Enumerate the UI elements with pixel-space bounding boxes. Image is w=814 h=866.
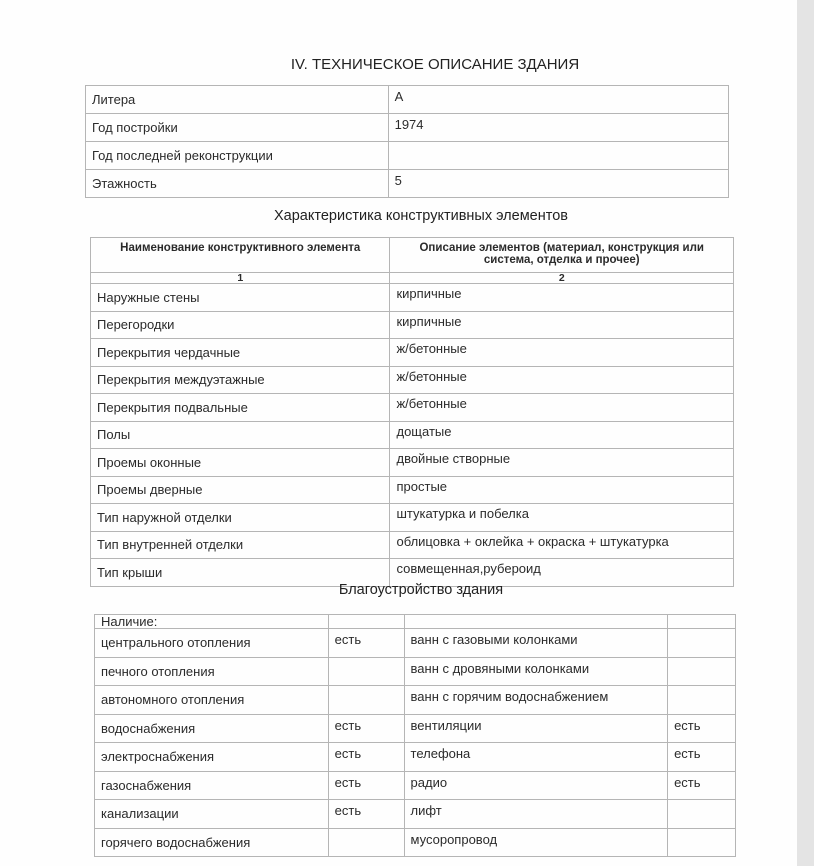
- row-label: Год постройки: [86, 114, 389, 142]
- table-row: [95, 800, 736, 829]
- table-row: [91, 311, 734, 339]
- general-info-table: [85, 85, 729, 198]
- table-row: [95, 743, 736, 772]
- element-description: дощатые: [390, 421, 734, 449]
- table-row: [95, 629, 736, 658]
- table-header-row: [95, 615, 736, 629]
- column-header: Наименование конструктивного элемента: [91, 238, 390, 273]
- amenity-value: [668, 657, 736, 686]
- amenity-value: есть: [328, 771, 404, 800]
- amenity-name: телефона: [404, 743, 668, 772]
- section-title-elements: Характеристика конструктивных элементов: [274, 208, 568, 224]
- table-row: [91, 449, 734, 477]
- amenity-name: лифт: [404, 800, 668, 829]
- table-row: [91, 366, 734, 394]
- table-row: [91, 476, 734, 504]
- amenity-value: есть: [668, 743, 736, 772]
- element-description: облицовка + оклейка + окраска + штукатурка: [390, 531, 734, 559]
- table-row: [95, 657, 736, 686]
- element-description: штукатурка и побелка: [390, 504, 734, 532]
- amenity-value: есть: [328, 743, 404, 772]
- amenity-value: есть: [328, 629, 404, 658]
- table-row: [95, 714, 736, 743]
- amenity-name: ванн с горячим водоснабжением: [404, 686, 668, 715]
- amenity-name: канализации: [95, 800, 329, 829]
- row-label: Литера: [86, 86, 389, 114]
- amenity-value: [668, 629, 736, 658]
- availability-label: Наличие:: [95, 615, 329, 629]
- amenity-name: автономного отопления: [95, 686, 329, 715]
- amenity-value: [668, 800, 736, 829]
- table-header-row: [91, 238, 734, 273]
- empty-cell: [328, 615, 404, 629]
- amenity-name: газоснабжения: [95, 771, 329, 800]
- row-label: Этажность: [86, 170, 389, 198]
- amenity-name: вентиляции: [404, 714, 668, 743]
- element-name: Перегородки: [91, 311, 390, 339]
- amenity-name: электроснабжения: [95, 743, 329, 772]
- amenity-name: печного отопления: [95, 657, 329, 686]
- table-row: [91, 531, 734, 559]
- table-row: [86, 170, 729, 198]
- page-title: IV. ТЕХНИЧЕСКОЕ ОПИСАНИЕ ЗДАНИЯ: [290, 56, 580, 73]
- table-row: [95, 828, 736, 857]
- element-description: кирпичные: [390, 311, 734, 339]
- amenity-value: есть: [328, 800, 404, 829]
- amenity-name: центрального отопления: [95, 629, 329, 658]
- amenity-value: есть: [668, 714, 736, 743]
- table-row: [91, 394, 734, 422]
- table-row: [91, 421, 734, 449]
- amenity-value: есть: [668, 771, 736, 800]
- amenity-name: водоснабжения: [95, 714, 329, 743]
- element-name: Полы: [91, 421, 390, 449]
- column-number: 1: [91, 273, 390, 284]
- element-name: Тип наружной отделки: [91, 504, 390, 532]
- table-row: [95, 686, 736, 715]
- table-row: [86, 142, 729, 170]
- element-name: Тип внутренней отделки: [91, 531, 390, 559]
- element-description: двойные створные: [390, 449, 734, 477]
- element-description: ж/бетонные: [390, 394, 734, 422]
- row-value: 5: [388, 170, 728, 198]
- row-label: Год последней реконструкции: [86, 142, 389, 170]
- table-row: [95, 771, 736, 800]
- element-name: Проемы оконные: [91, 449, 390, 477]
- amenity-value: [328, 657, 404, 686]
- amenity-value: [668, 686, 736, 715]
- amenity-name: радио: [404, 771, 668, 800]
- element-description: простые: [390, 476, 734, 504]
- viewer-gutter: [797, 0, 814, 866]
- amenity-name: горячего водоснабжения: [95, 828, 329, 857]
- amenity-value: есть: [328, 714, 404, 743]
- amenity-value: [328, 828, 404, 857]
- element-name: Перекрытия междуэтажные: [91, 366, 390, 394]
- column-header: Описание элементов (материал, конструкция или система, отделка и прочее): [390, 238, 734, 273]
- amenity-name: мусоропровод: [404, 828, 668, 857]
- amenity-name: ванн с дровяными колонками: [404, 657, 668, 686]
- element-description: кирпичные: [390, 284, 734, 312]
- amenity-name: ванн с газовыми колонками: [404, 629, 668, 658]
- table-row: [86, 86, 729, 114]
- amenities-table: [94, 614, 736, 857]
- element-name: Перекрытия чердачные: [91, 339, 390, 367]
- element-description: ж/бетонные: [390, 366, 734, 394]
- amenity-value: [328, 686, 404, 715]
- table-row: [91, 284, 734, 312]
- empty-cell: [404, 615, 668, 629]
- element-description: совмещенная,рубероид: [390, 559, 734, 587]
- element-name: Наружные стены: [91, 284, 390, 312]
- column-number: 2: [390, 273, 734, 284]
- amenity-value: [668, 828, 736, 857]
- column-number-row: [91, 273, 734, 284]
- element-description: ж/бетонные: [390, 339, 734, 367]
- row-value: 1974: [388, 114, 728, 142]
- empty-cell: [668, 615, 736, 629]
- structural-elements-table: [90, 237, 734, 587]
- section-title-amenities: Благоустройство здания: [338, 582, 504, 598]
- table-row: [86, 114, 729, 142]
- row-value: [388, 142, 728, 170]
- element-name: Проемы дверные: [91, 476, 390, 504]
- element-name: Перекрытия подвальные: [91, 394, 390, 422]
- element-name: Тип крыши: [91, 559, 390, 587]
- row-value: А: [388, 86, 728, 114]
- table-row: [91, 504, 734, 532]
- table-row: [91, 339, 734, 367]
